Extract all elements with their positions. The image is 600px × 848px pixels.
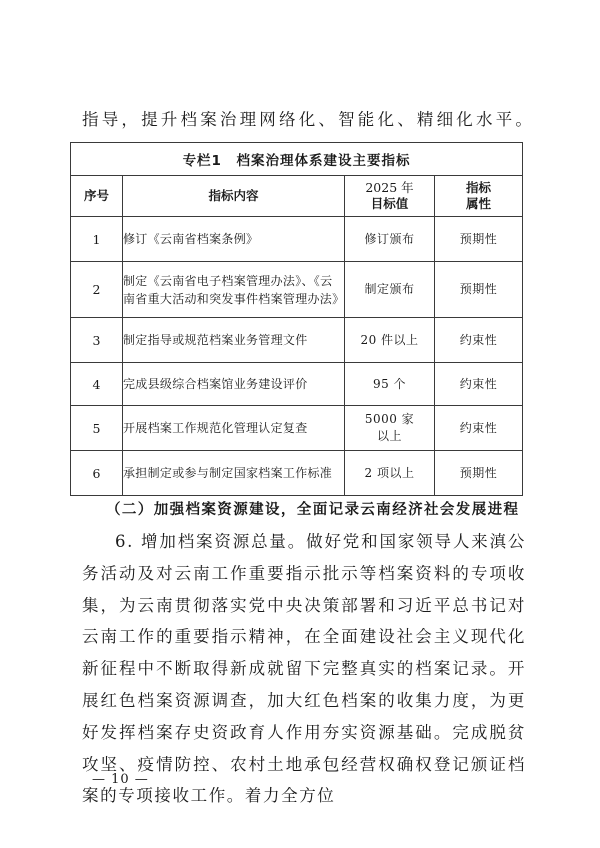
row-content: 承担制定或参与制定国家档案工作标准 xyxy=(123,451,345,496)
row-attribute: 约束性 xyxy=(435,406,523,451)
row-index: 2 xyxy=(71,262,123,318)
table-header-row xyxy=(71,176,523,217)
row-content: 修订《云南省档案条例》 xyxy=(123,217,345,262)
row-content: 制定指导或规范档案业务管理文件 xyxy=(123,318,345,363)
header-attribute-line2: 属性 xyxy=(466,196,492,211)
section-heading: （二）加强档案资源建设，全面记录云南经济社会发展进程 xyxy=(106,501,520,518)
table-row xyxy=(71,406,523,451)
table-caption: 专栏1 档案治理体系建设主要指标 xyxy=(71,143,523,176)
table-row xyxy=(71,451,523,496)
table-caption-row xyxy=(71,143,523,176)
row-index: 4 xyxy=(71,363,123,406)
row-target: 修订颁布 xyxy=(345,217,435,262)
row-attribute: 预期性 xyxy=(435,451,523,496)
row-target: 20 件以上 xyxy=(345,318,435,363)
row-index: 5 xyxy=(71,406,123,451)
body-paragraph: 6. 增加档案资源总量。做好党和国家领导人来滇公务活动及对云南工作重要指示批示等档案资料的专项收集，为云南贯彻落实党中央决策部署和习近平总书记对云南工作的重要指示精神，在全面建设社会主义现代化新征程中不断取得新成就留下完整真实的档案记录。开展红色档案资源调查，加大红色档案的收集力度，为更好发挥档案存史资政育人作用夯实资源基础。完成脱贫攻坚、疫情防控、农村土地承包经营权确权登记颁证档案的专项接收工作。着力全方位 xyxy=(82,532,526,806)
row-content: 开展档案工作规范化管理认定复查 xyxy=(123,406,345,451)
table-row xyxy=(71,262,523,318)
row-content: 制定《云南省电子档案管理办法》、《云南省重大活动和突发事件档案管理办法》 xyxy=(123,262,345,318)
header-index: 序号 xyxy=(71,176,123,217)
row-index: 6 xyxy=(71,451,123,496)
header-attribute-line1: 指标 xyxy=(466,180,492,195)
header-attribute xyxy=(435,176,523,217)
intro-text-line: 指导，提升档案治理网络化、智能化、精细化水平。 xyxy=(82,110,536,129)
row-target-line2: 以上 xyxy=(376,429,402,443)
row-target: 制定颁布 xyxy=(345,262,435,318)
row-attribute: 约束性 xyxy=(435,363,523,406)
table-row xyxy=(71,318,523,363)
indicators-table xyxy=(70,142,523,496)
table-row xyxy=(71,363,523,406)
header-target-label: 目标值 xyxy=(370,196,409,211)
row-content: 完成县级综合档案馆业务建设评价 xyxy=(123,363,345,406)
page-number: — 10 — xyxy=(92,772,149,787)
row-target: 2 项以上 xyxy=(345,451,435,496)
row-target-line1: 5000 家 xyxy=(364,412,415,426)
row-target: 95 个 xyxy=(345,363,435,406)
row-attribute: 预期性 xyxy=(435,217,523,262)
row-index: 3 xyxy=(71,318,123,363)
table-row xyxy=(71,217,523,262)
header-target-year: 2025 年 xyxy=(365,180,414,195)
row-attribute: 约束性 xyxy=(435,318,523,363)
header-target xyxy=(345,176,435,217)
row-target xyxy=(345,406,435,451)
header-content: 指标内容 xyxy=(123,176,345,217)
row-attribute: 预期性 xyxy=(435,262,523,318)
row-index: 1 xyxy=(71,217,123,262)
